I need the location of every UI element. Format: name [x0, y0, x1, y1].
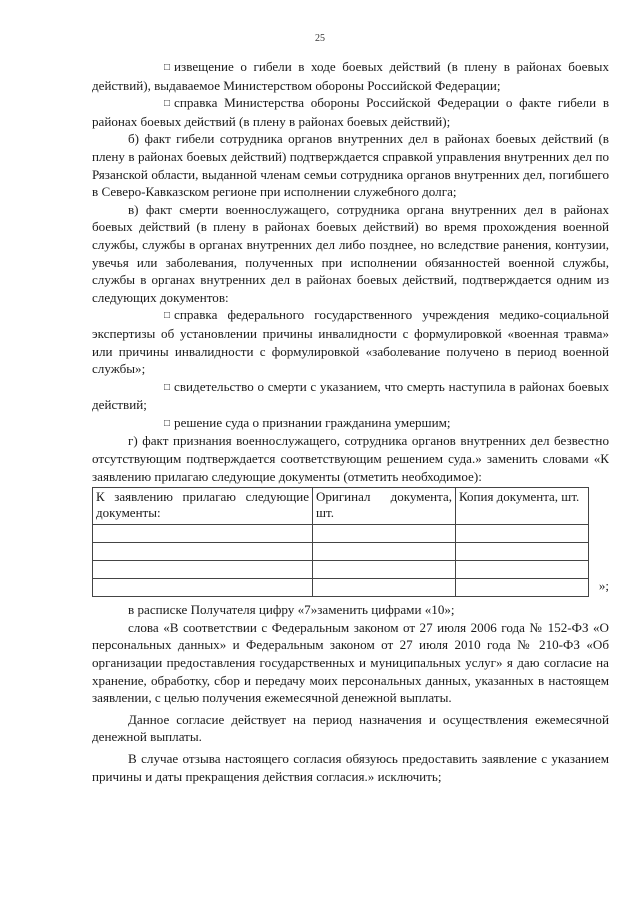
documents-table-wrapper	[92, 487, 609, 597]
documents-table	[92, 487, 589, 597]
paragraph-notice: □ извещение о гибели в ходе боевых действий (в плену в районах боевых действий), выдаваемое Министерством обороны Российской Федерации;	[92, 59, 609, 93]
table-header-copy: Копия документа, шт.	[456, 488, 589, 525]
paragraph-consent-period: Данное согласие действует на период назначения и осуществления ежемесячной денежной выплаты.	[92, 711, 609, 745]
table-header-row	[93, 488, 589, 525]
paragraph-g: г) факт признания военнослужащего, сотрудника органов внутренних дел безвестно отсутствующим подтверждается соответствующим решением суда.» заменить словами «К заявлению прилагаю следующие документы (отметить необходимое):	[92, 433, 609, 484]
paragraph-receipt: в расписке Получателя цифру «7»заменить цифрами «10»;	[128, 602, 455, 618]
paragraph-death-certificate: □ свидетельство о смерти с указанием, что смерть наступила в районах боевых действий;	[92, 378, 609, 413]
checkbox-bullet: □	[164, 417, 171, 429]
table-row	[93, 579, 589, 597]
table-closing-quote: »;	[598, 577, 609, 593]
table-header-documents: К заявлению прилагаю следующие документы:	[93, 488, 313, 525]
paragraph-v: в) факт смерти военнослужащего, сотрудника органа внутренних дел в районах боевых действий (в плену в районах боевых действий) во время прохождения военной службы, службы в органах внутренних дел либо позднее, но вследствие ранения, контузии, увечья или заболевания, полученных при исполнении обязанностей военной службы, службы в органах внутренних дел в районах боевых действий, подтверждается одним из следующих документов:	[92, 201, 609, 305]
checkbox-bullet: □	[164, 310, 171, 322]
checkbox-bullet: □	[164, 98, 171, 110]
paragraph-certificate: □ справка Министерства обороны Российской Федерации о факте гибели в районах боевых действий (в плену в районах боевых действий);	[92, 95, 609, 129]
table-header-original: Оригинал документа, шт.	[313, 488, 456, 525]
table-row	[93, 543, 589, 561]
document-body	[92, 58, 609, 785]
paragraph-court-decision: □ решение суда о признании гражданина умершим;	[92, 414, 609, 433]
table-row	[93, 525, 589, 543]
page-number: 25	[315, 33, 325, 44]
paragraph-medical-expertise: □ справка федерального государственного учреждения медико-социальной экспертизы об установлении причины инвалидности с формулировкой «военная травма» или причины инвалидности с формулировкой «заболевание получено в период военной службы»;	[92, 307, 609, 377]
table-row	[93, 561, 589, 579]
paragraph-b: б) факт гибели сотрудника органов внутренних дел в районах боевых действий (в плену в районах боевых действий) подтверждается справкой управления внутренних дел по Рязанской области, выданной членам семьи сотрудника органов внутренних дел, погибшего в Северо-Кавказском регионе при исполнении служебного долга;	[92, 131, 609, 200]
checkbox-bullet: □	[164, 62, 171, 73]
paragraph-revocation: В случае отзыва настоящего согласия обязуюсь предоставить заявление с указанием причины и даты прекращения действия согласия.» исключить;	[92, 751, 609, 784]
paragraph-consent: слова «В соответствии с Федеральным законом от 27 июля 2006 года № 152-ФЗ «О персональных данных» и Федеральным законом от 27 июля 2010 года № 210-ФЗ «Об организации предоставления государственных и муниципальных услуг» я даю согласие на хранение, обработку, сбор и передачу моих персональных данных, указанных в настоящем заявлении, с целью получения ежемесячной денежной выплаты.	[92, 619, 609, 706]
checkbox-bullet: □	[164, 381, 171, 393]
